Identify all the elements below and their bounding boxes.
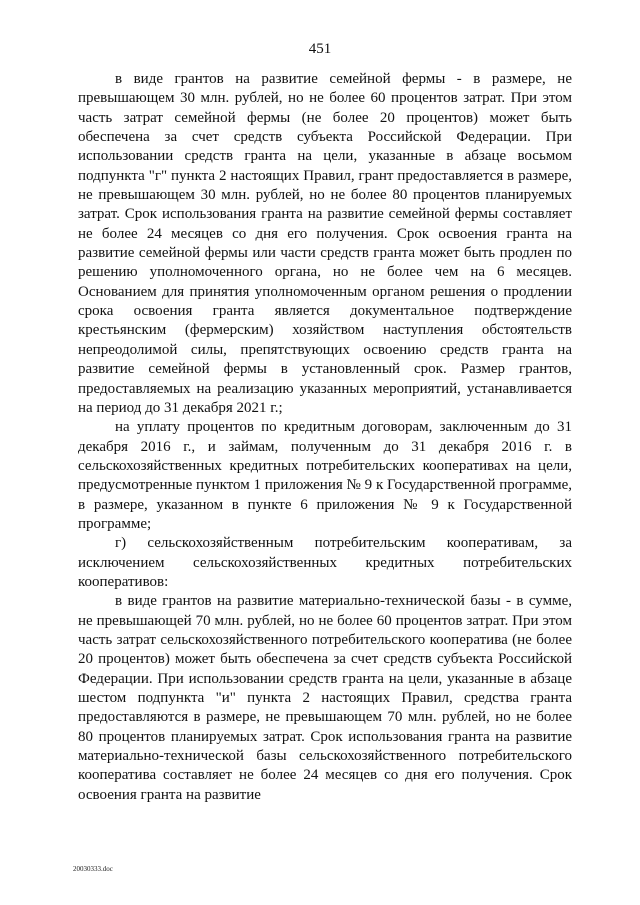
footer-filename: 20030333.doc bbox=[73, 865, 113, 873]
document-body bbox=[78, 70, 572, 805]
paragraph-interest-payment: на уплату процентов по кредитным договорам, заключенным до 31 декабря 2016 г., и займам, полученным до 31 декабря 2016 г. в сельскохозяйственных кредитных потребительских кооперативах на цели, предусмотренные пунктом 1 приложения № 9 к Государственной программе, в размере, указанном в пункте 6 приложения № 9 к Государственной программе; bbox=[78, 419, 572, 532]
paragraph-subitem-g: г) сельскохозяйственным потребительским кооперативам, за исключением сельскохозяйственных кредитных потребительских кооперативов: bbox=[78, 535, 572, 590]
paragraph-material-base-grant: в виде грантов на развитие материально-технической базы - в сумме, не превышающей 70 млн. рублей, но не более 60 процентов затрат. При этом часть затрат сельскохозяйственного потребительского кооператива (не более 20 процентов) может быть обеспечена за счет средств субъекта Российской Федерации. При использовании средств гранта на цели, указанные в абзаце шестом подпункта "и" пункта 2 настоящих Правил, средства гранта предоставляются в размере, не превышающем 70 млн. рублей, но не более 80 процентов планируемых затрат. Срок использования гранта на развитие материально-технической базы сельскохозяйственного потребительского кооператива составляет не более 24 месяцев со дня его получения. Срок освоения гранта на развитие bbox=[78, 593, 572, 803]
paragraph-family-farm-grant: в виде грантов на развитие семейной фермы - в размере, не превышающем 30 млн. рублей, но не более 60 процентов затрат. При этом часть затрат семейной фермы (не более 20 процентов) может быть обеспечена за счет средств субъекта Российской Федерации. При использовании средств гранта на цели, указанные в абзаце восьмом подпункта "г" пункта 2 настоящих Правил, грант предоставляется в размере, не превышающем 30 млн. рублей, но не более 80 процентов планируемых затрат. Срок использования гранта на развитие семейной фермы составляет не более 24 месяцев со дня его получения. Срок освоения гранта на развитие семейной фермы или части средств гранта может быть продлен по решению уполномоченного органа, но не более чем на 6 месяцев. Основанием для принятия уполномоченным органом решения о продлении срока освоения гранта является документальное подтверждение крестьянским (фермерским) хозяйством наступления обстоятельств непреодолимой силы, препятствующих освоению средств гранта на развитие семейной фермы в установленный срок. Размер грантов, предоставляемых на реализацию указанных мероприятий, устанавливается на период до 31 декабря 2021 г.; bbox=[78, 71, 572, 416]
page-number: 451 bbox=[308, 41, 332, 57]
